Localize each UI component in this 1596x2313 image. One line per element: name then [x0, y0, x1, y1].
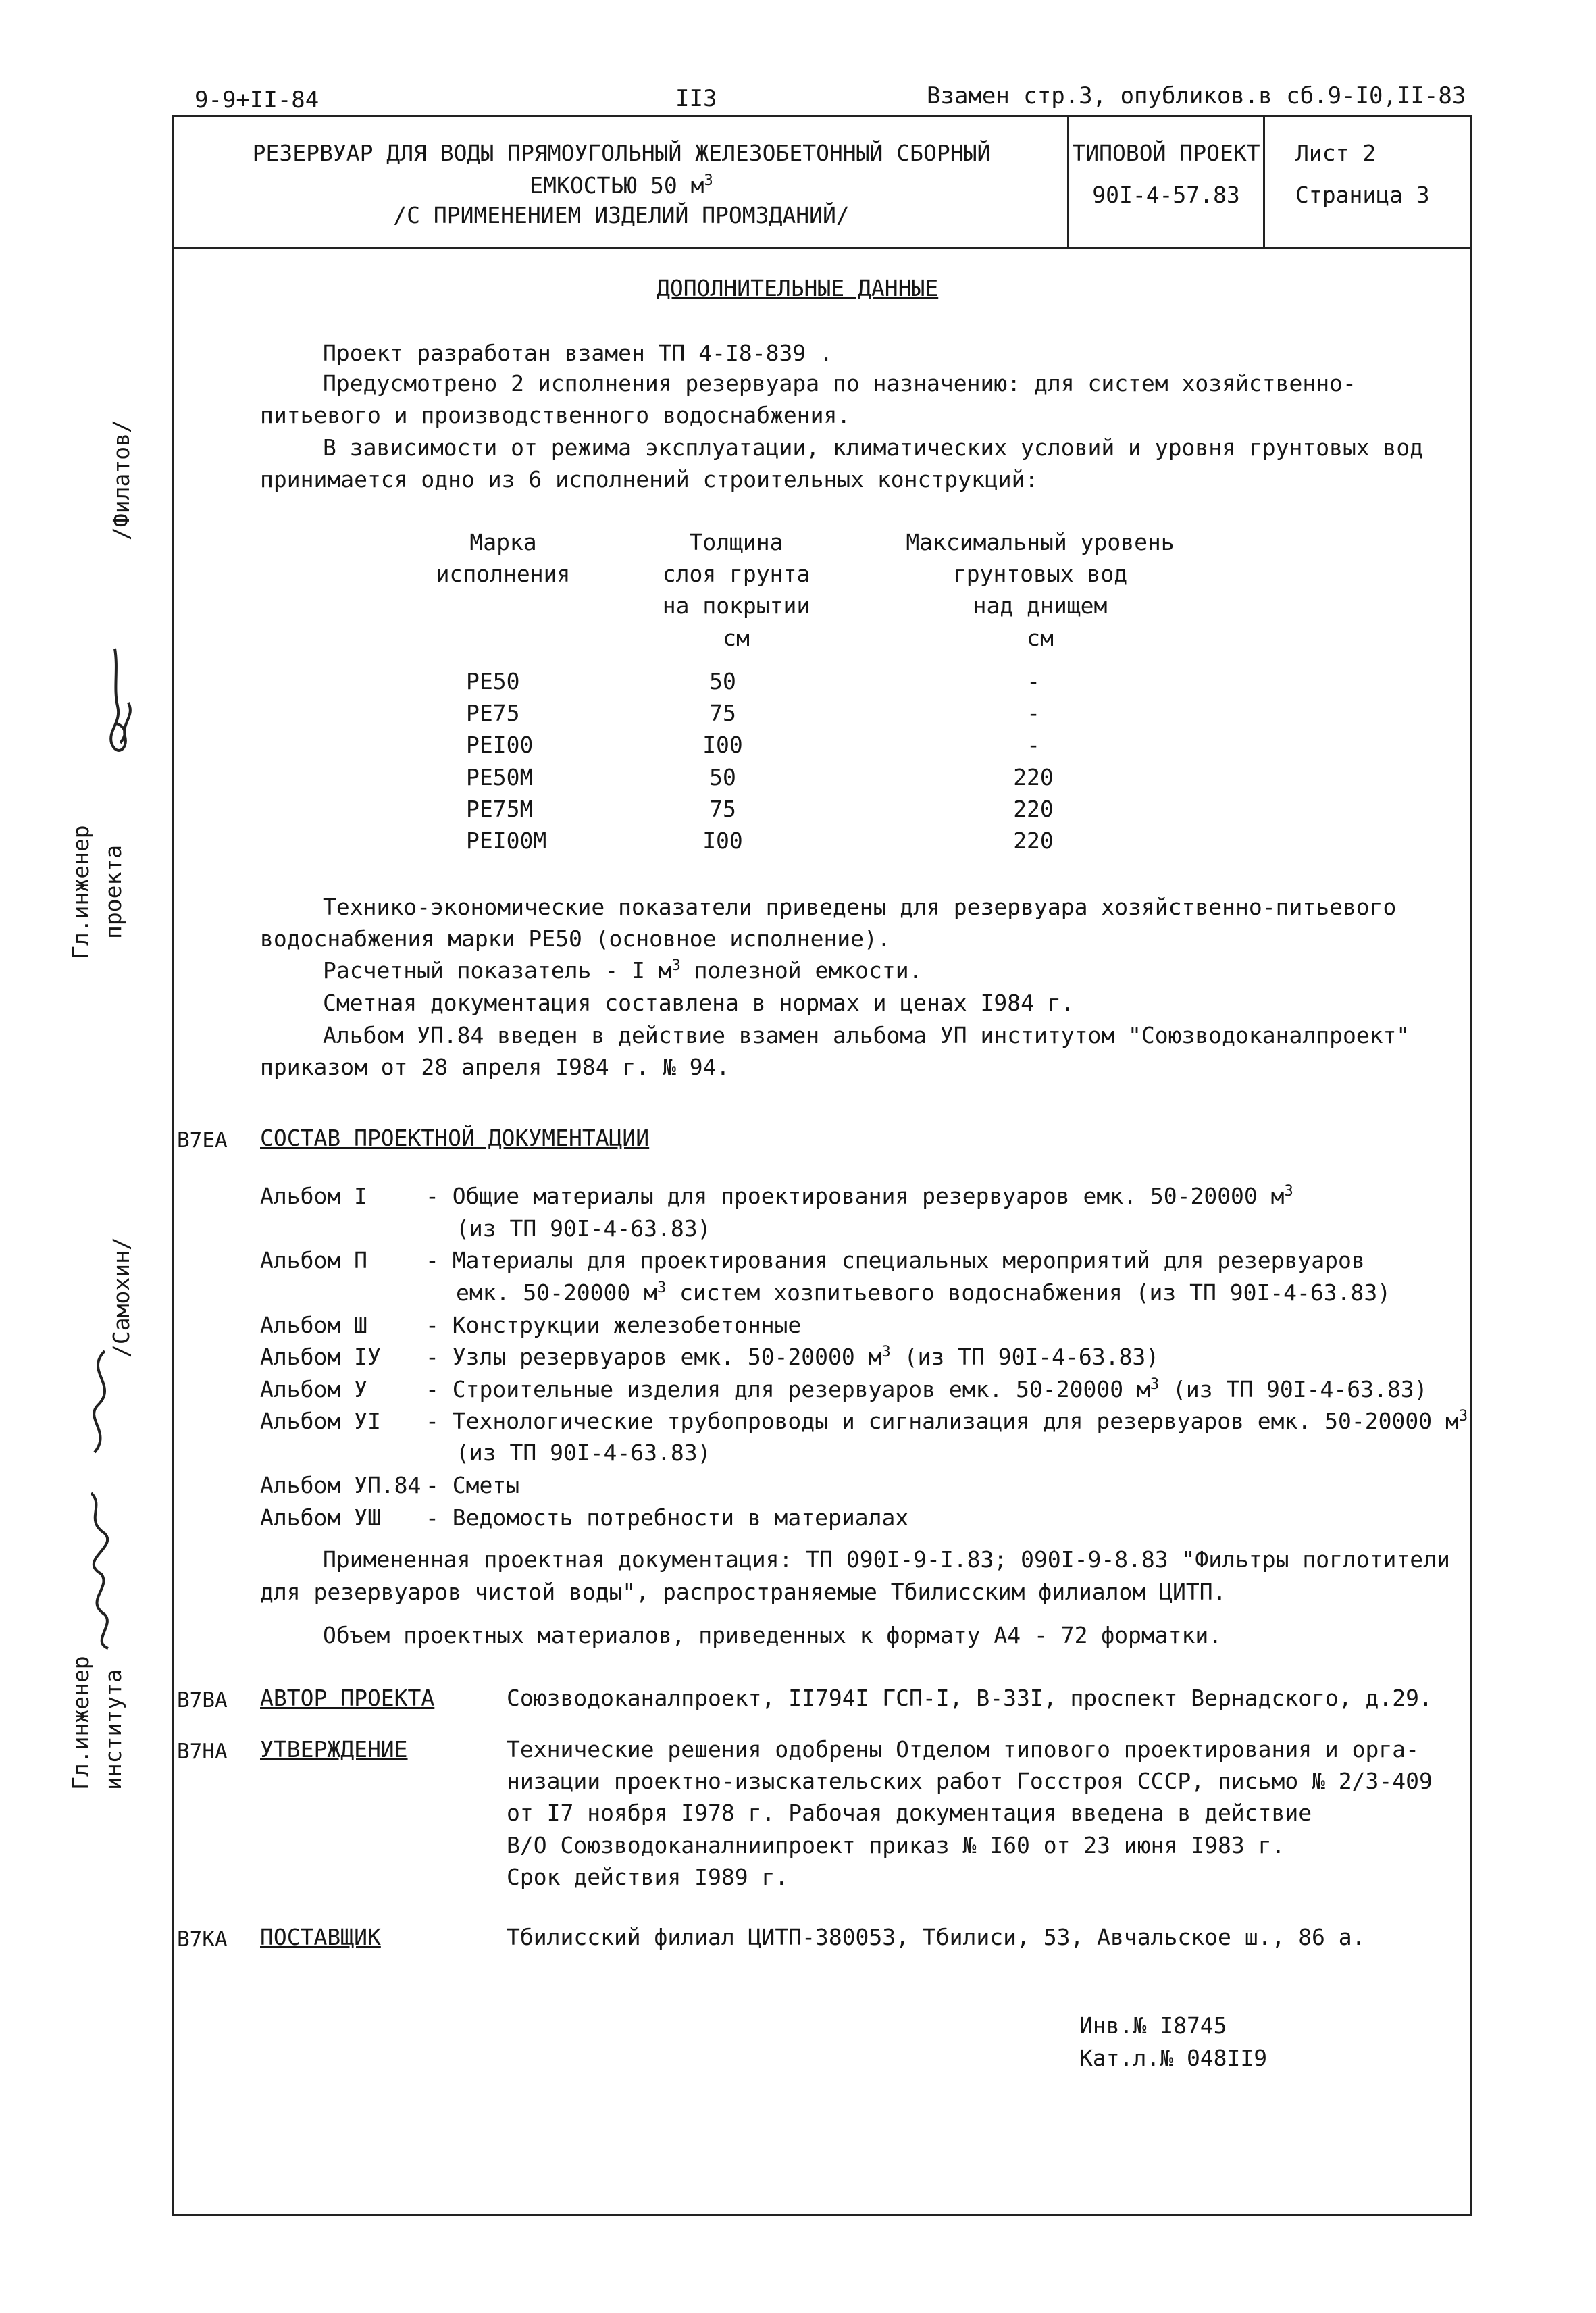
tech-line-5: Альбом УП.84 введен в действие взамен альбома УП институтом "Союзводоканалпроект" — [323, 1022, 1410, 1048]
album-desc-text: (из ТП 90I-4-63.83) — [1159, 1376, 1428, 1402]
album-desc — [426, 1181, 1293, 1212]
album-desc-sup: 3 — [881, 1344, 891, 1361]
table-cell-mark: РЕI00 — [466, 732, 534, 758]
title-unit-sup: 3 — [704, 172, 713, 189]
album-name: Альбом УI — [260, 1408, 381, 1434]
album-desc-text: (из ТП 90I-4-63.83) — [890, 1344, 1160, 1370]
side-samokhin: /Самохин/ — [108, 1237, 134, 1358]
album-name: Альбом IУ — [260, 1344, 381, 1370]
project-label: ТИПОВОЙ ПРОЕКТ — [1072, 140, 1260, 166]
album-desc-cont — [456, 1277, 1391, 1308]
sheet-number: Лист 2 — [1295, 140, 1376, 166]
table-cell-thickness: 75 — [709, 700, 736, 726]
album-desc-sup: 3 — [1150, 1376, 1160, 1393]
composition-code: В7ЕА — [177, 1128, 228, 1152]
album-desc-text: емк. 50-20000 м — [456, 1279, 658, 1306]
table-col3-header-2: грунтовых вод — [952, 561, 1128, 587]
table-col1-header-1: Марка — [469, 529, 537, 555]
catalog-number: Кат.л.№ 048II9 — [1079, 2045, 1268, 2071]
table-col2-header-2: слоя грунта — [662, 561, 810, 587]
album-name: Альбом I — [260, 1183, 367, 1209]
album-desc-cont: (из ТП 90I-4-63.83) — [456, 1440, 711, 1466]
table-col2-header-1: Толщина — [689, 529, 783, 555]
volume-line: Объем проектных материалов, приведенных к формату А4 - 72 форматки. — [323, 1622, 1222, 1648]
album-desc — [426, 1374, 1427, 1405]
table-cell-thickness: 50 — [709, 764, 736, 790]
album-desc-sup: 3 — [657, 1279, 667, 1296]
title-line-3: /С ПРИМЕНЕНИЕМ ИЗДЕЛИЙ ПРОМЗДАНИЙ/ — [393, 202, 850, 228]
signature-filatov-icon — [88, 642, 149, 777]
album-desc-text: - Общие материалы для проектирования резервуаров емк. 50-20000 м — [426, 1183, 1285, 1209]
album-desc-text: - Технологические трубопроводы и сигнализация для резервуаров емк. 50-20000 м — [426, 1408, 1459, 1434]
table-cell-level: - — [1027, 700, 1040, 726]
doc-series-code: 9-9+II-84 — [195, 86, 319, 113]
header-divider — [172, 247, 1472, 249]
table-cell-thickness: 50 — [709, 668, 736, 694]
applied-docs-line-1: Примененная проектная документация: ТП 090I-9-I.83; 090I-9-8.83 "Фильтры поглотители — [323, 1546, 1450, 1573]
table-col3-header-3: над днищем — [973, 592, 1108, 619]
supplier-code: В7КА — [177, 1927, 228, 1952]
project-number: 90I-4-57.83 — [1092, 182, 1240, 208]
table-cell-level: 220 — [1013, 828, 1054, 854]
album-desc: - Материалы для проектирования специальных мероприятий для резервуаров — [426, 1247, 1365, 1273]
tech-line-3-b: полезной емкости. — [680, 957, 923, 984]
tech-line-1: Технико-экономические показатели приведены для резервуара хозяйственно-питьевого — [323, 894, 1397, 920]
side-chief-project-1: Гл.инженер — [68, 825, 94, 959]
tech-line-3 — [323, 955, 922, 986]
album-name: Альбом У — [260, 1376, 367, 1402]
tech-line-3-a: Расчетный показатель - I м — [323, 957, 672, 984]
section-title: ДОПОЛНИТЕЛЬНЫЕ ДАННЫЕ — [657, 275, 939, 301]
title-line-2 — [176, 170, 1067, 201]
album-name: Альбом УП.84 — [260, 1472, 421, 1498]
approval-line-3: от I7 ноября I978 г. Рабочая документация введена в действие — [507, 1800, 1312, 1826]
album-desc-sup: 3 — [1284, 1183, 1293, 1200]
album-desc: - Сметы — [426, 1472, 520, 1498]
album-desc — [426, 1406, 1468, 1437]
table-col2-header-4: см — [723, 625, 750, 651]
approval-line-2: низации проектно-изыскательских работ Госстроя СССР, письмо № 2/3-409 — [507, 1768, 1433, 1794]
table-col3-header-1: Максимальный уровень — [906, 529, 1175, 555]
album-desc-text: систем хозпитьевого водоснабжения (из ТП 90I-4-63.83) — [666, 1279, 1391, 1306]
page-number: II3 — [675, 85, 717, 112]
album-desc-cont: (из ТП 90I-4-63.83) — [456, 1215, 711, 1242]
approval-code: В7НА — [177, 1739, 228, 1764]
album-name: Альбом П — [260, 1247, 367, 1273]
table-cell-mark: РЕ75 — [466, 700, 520, 726]
replacement-note: Взамен стр.3, опубликов.в сб.9-I0,II-83 — [927, 82, 1466, 109]
table-cell-level: - — [1027, 732, 1040, 758]
approval-line-4: В/О Союзводоканалниипроект приказ № I60 от 23 июня I983 г. — [507, 1832, 1285, 1858]
table-cell-level: - — [1027, 668, 1040, 694]
table-cell-mark: РЕ50М — [466, 764, 534, 790]
table-cell-level: 220 — [1013, 764, 1054, 790]
album-desc-sup: 3 — [1458, 1408, 1468, 1425]
album-desc-text: - Строительные изделия для резервуаров емк. 50-20000 м — [426, 1376, 1150, 1402]
author-text: Союзводоканалпроект, II794I ГСП-I, В-33I, проспект Вернадского, д.29. — [507, 1685, 1433, 1711]
composition-title: СОСТАВ ПРОЕКТНОЙ ДОКУМЕНТАЦИИ — [260, 1125, 650, 1151]
table-cell-level: 220 — [1013, 796, 1054, 822]
title-capacity: ЕМКОСТЬЮ 50 м — [530, 172, 704, 199]
approval-line-5: Срок действия I989 г. — [507, 1864, 789, 1890]
signature-samokhin-icon — [64, 1344, 138, 1655]
album-desc: - Конструкции железобетонные — [426, 1312, 802, 1338]
album-name: Альбом Ш — [260, 1312, 367, 1338]
applied-docs-line-2: для резервуаров чистой воды", распространяемые Тбилисским филиалом ЦИТП. — [260, 1579, 1227, 1605]
header-col-divider-2 — [1263, 115, 1265, 247]
album-desc-text: - Узлы резервуаров емк. 50-20000 м — [426, 1344, 882, 1370]
table-col3-header-4: см — [1027, 625, 1054, 651]
side-chief-inst-1: Гл.инженер — [68, 1656, 94, 1790]
table-col1-header-2: исполнения — [436, 561, 571, 587]
approval-label: УТВЕРЖДЕНИЕ — [260, 1736, 408, 1762]
table-cell-mark: РЕI00М — [466, 828, 547, 854]
table-cell-thickness: 75 — [709, 796, 736, 822]
approval-line-1: Технические решения одобрены Отделом типового проектирования и орга- — [507, 1736, 1420, 1762]
page-label: Страница 3 — [1295, 182, 1430, 208]
table-cell-mark: РЕ50 — [466, 668, 520, 694]
table-cell-mark: РЕ75М — [466, 796, 534, 822]
album-name: Альбом УШ — [260, 1504, 381, 1531]
tech-line-4: Сметная документация составлена в нормах и ценах I984 г. — [323, 990, 1075, 1016]
table-cell-thickness: I00 — [702, 732, 743, 758]
author-code: В7ВА — [177, 1688, 228, 1712]
side-chief-inst-2: института — [100, 1669, 126, 1790]
album-desc — [426, 1342, 1159, 1373]
supplier-text: Тбилисский филиал ЦИТП-380053, Тбилиси, 53, Авчальское ш., 86 а. — [507, 1924, 1366, 1950]
table-cell-thickness: I00 — [702, 828, 743, 854]
side-filatov: /Филатов/ — [108, 420, 134, 540]
supplier-label: ПОСТАВЩИК — [260, 1924, 381, 1950]
intro-line-2: Предусмотрено 2 исполнения резервуара по назначению: для систем хозяйственно- — [323, 370, 1356, 397]
intro-line-4: В зависимости от режима эксплуатации, климатических условий и уровня грунтовых вод — [323, 434, 1424, 461]
inventory-number: Инв.№ I8745 — [1079, 2012, 1227, 2039]
intro-line-3: питьевого и производственного водоснабжения. — [260, 402, 851, 428]
title-line-1: РЕЗЕРВУАР ДЛЯ ВОДЫ ПРЯМОУГОЛЬНЫЙ ЖЕЛЕЗОБЕТОННЫЙ СБОРНЫЙ — [252, 140, 991, 166]
album-desc: - Ведомость потребности в материалах — [426, 1504, 909, 1531]
author-label: АВТОР ПРОЕКТА — [260, 1685, 435, 1711]
side-chief-project-2: проекта — [100, 844, 126, 939]
intro-line-1: Проект разработан взамен ТП 4-I8-839 . — [323, 340, 833, 366]
intro-line-5: принимается одно из 6 исполнений строительных конструкций: — [260, 466, 1039, 492]
tech-line-3-sup: 3 — [671, 957, 681, 974]
tech-line-6: приказом от 28 апреля I984 г. № 94. — [260, 1054, 730, 1080]
tech-line-2: водоснабжения марки РЕ50 (основное исполнение). — [260, 925, 891, 952]
table-col2-header-3: на покрытии — [662, 592, 810, 619]
